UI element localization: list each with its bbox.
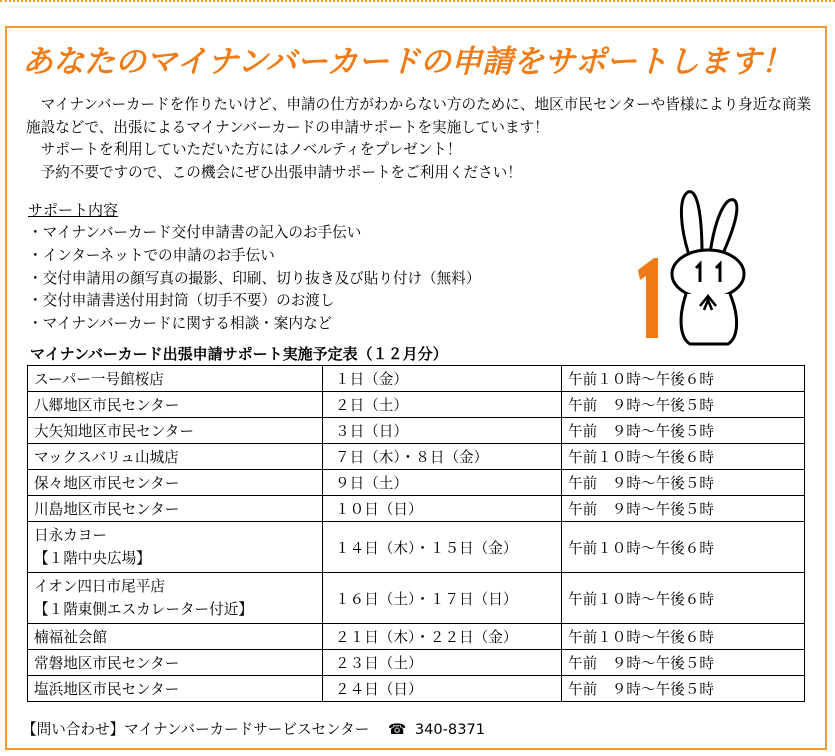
table-row [28, 496, 805, 522]
telephone-icon: ☎ [387, 721, 407, 738]
date-cell: １日（金） [323, 366, 562, 392]
support-item: ・ 交付申請書送付用封筒（切手不要）のお渡し [28, 290, 480, 313]
time-cell: 午前１０時〜午後６時 [562, 522, 805, 573]
venue-location: 【１階中央広場】 [34, 550, 151, 567]
intro-paragraph: サポートを利用していただいた方にはノベルティをプレゼント！ [26, 141, 462, 159]
contact-label: 【問い合わせ】マイナンバーカードサービスセンター [22, 721, 370, 738]
schedule-table [27, 365, 805, 702]
table-row [28, 676, 805, 702]
date-cell: ２３日（土） [323, 650, 562, 676]
venue-location: 【１階東側エスカレーター付近】 [34, 601, 253, 618]
table-row [28, 650, 805, 676]
date-cell: １４日（木）・１５日（金） [323, 522, 562, 573]
venue-cell: 保々地区市民センター [28, 470, 323, 496]
table-row [28, 444, 805, 470]
venue-cell: マックスバリュ山城店 [28, 444, 323, 470]
intro-paragraph: 予約不要ですので、この機会にぜひ出張申請サポートをご利用ください！ [26, 163, 522, 181]
venue-cell: 川島地区市民センター [28, 496, 323, 522]
support-heading: サポート内容 [28, 201, 119, 219]
time-cell: 午前 ９時〜午後５時 [562, 650, 805, 676]
time-cell: 午前１０時〜午後６時 [562, 624, 805, 650]
date-cell: ２１日（木）・２２日（金） [323, 624, 562, 650]
time-cell: 午前 ９時〜午後５時 [562, 392, 805, 418]
support-list [28, 222, 480, 336]
venue-cell: 塩浜地区市民センター [28, 676, 323, 702]
time-cell: 午前１０時〜午後６時 [562, 444, 805, 470]
venue-cell: 大矢知地区市民センター [28, 418, 323, 444]
venue-name: イオン四日市尾平店 [34, 578, 165, 595]
date-cell: １６日（土）・１７日（日） [323, 573, 562, 624]
intro-text [26, 94, 816, 184]
venue-cell: 八郷地区市民センター [28, 392, 323, 418]
time-cell: 午前１０時〜午後６時 [562, 366, 805, 392]
venue-cell: 楠福祉会館 [28, 624, 323, 650]
contact-line [22, 718, 485, 739]
date-cell: １０日（日） [323, 496, 562, 522]
time-cell: 午前 ９時〜午後５時 [562, 418, 805, 444]
mynumber-rabbit-mascot-icon [628, 188, 758, 348]
table-row [28, 392, 805, 418]
time-cell: 午前 ９時〜午後５時 [562, 496, 805, 522]
support-item: ・ インターネットでの申請のお手伝い [28, 245, 480, 268]
venue-cell: 常磐地区市民センター [28, 650, 323, 676]
table-row [28, 418, 805, 444]
table-row [28, 624, 805, 650]
date-cell: ２４日（日） [323, 676, 562, 702]
intro-paragraph: マイナンバーカードを作りたいけど、申請の仕方がわからない方のために、地区市民センターや皆様により身近な商業施設などで、出張によるマイナンバーカードの申請サポートを実施しています！ [26, 96, 812, 136]
page-title: あなたのマイナンバーカードの申請をサポートします！ [22, 44, 793, 80]
support-item: ・ マイナンバーカード交付申請書の記入のお手伝い [28, 222, 480, 245]
venue-cell [28, 522, 323, 573]
support-item: ・ マイナンバーカードに関する相談・案内など [28, 313, 480, 336]
date-cell: ９日（土） [323, 470, 562, 496]
time-cell: 午前１０時〜午後６時 [562, 573, 805, 624]
schedule-title: マイナンバーカード出張申請サポート実施予定表（１２月分） [30, 345, 448, 363]
date-cell: ２日（土） [323, 392, 562, 418]
table-row [28, 366, 805, 392]
date-cell: ３日（日） [323, 418, 562, 444]
contact-phone: 340-8371 [414, 721, 486, 738]
time-cell: 午前 ９時〜午後５時 [562, 470, 805, 496]
support-item: ・ 交付申請用の顔写真の撮影、印刷、切り抜き及び貼り付け（無料） [28, 268, 480, 291]
table-row [28, 522, 805, 573]
table-row [28, 470, 805, 496]
venue-name: 日永カヨー [34, 527, 107, 544]
mascot-text: 1 [628, 188, 629, 189]
date-cell: ７日（木）・８日（金） [323, 444, 562, 470]
table-row [28, 573, 805, 624]
venue-cell [28, 573, 323, 624]
venue-cell: スーパー一号館桜店 [28, 366, 323, 392]
time-cell: 午前 ９時〜午後５時 [562, 676, 805, 702]
top-dotted-border [0, 0, 835, 12]
